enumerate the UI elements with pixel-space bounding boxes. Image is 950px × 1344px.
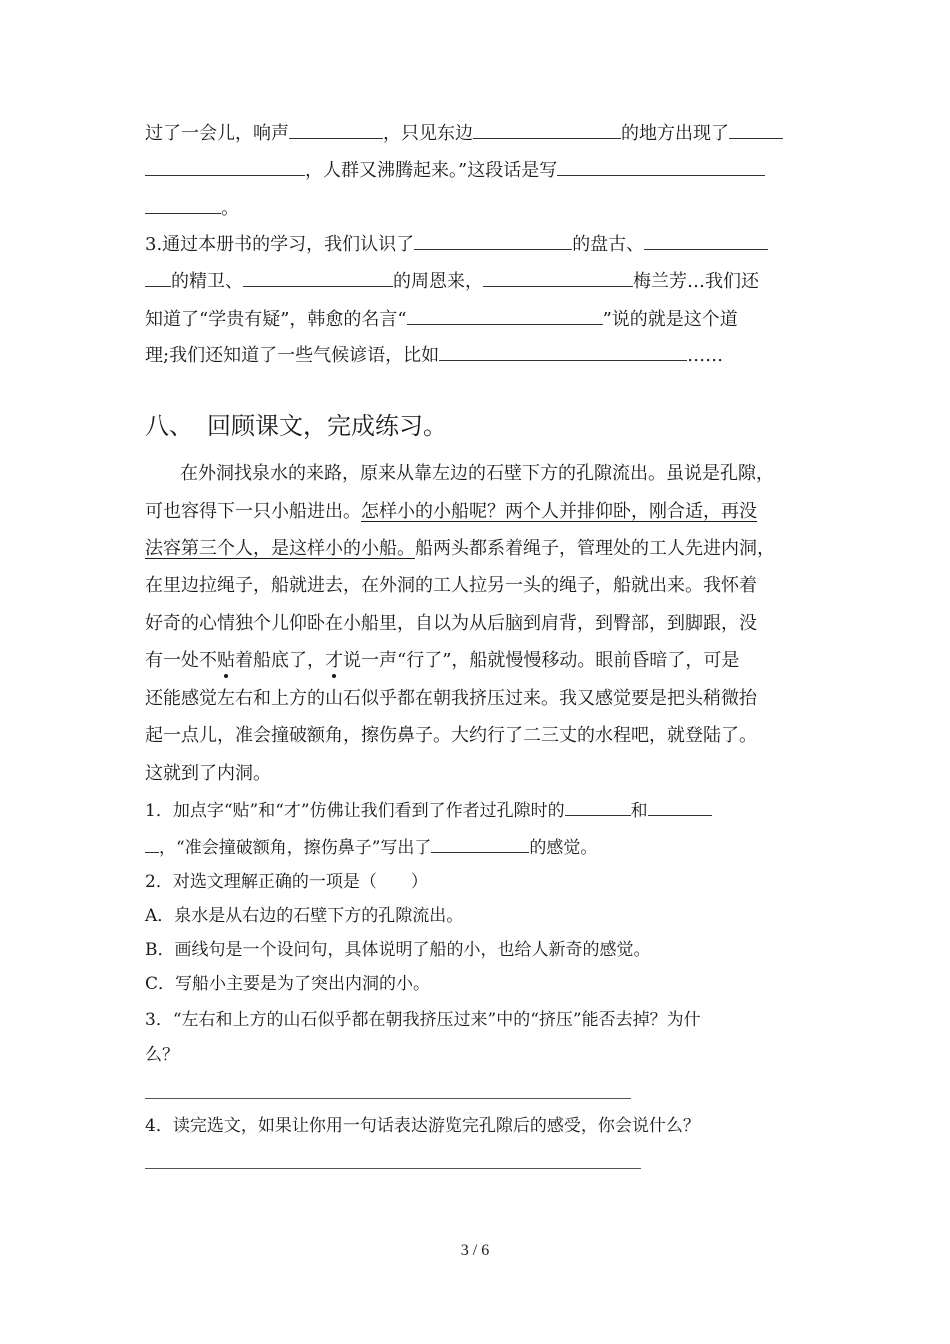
text: 。 bbox=[221, 198, 239, 219]
passage-line bbox=[145, 574, 810, 598]
passage-line bbox=[145, 537, 810, 561]
answer-line[interactable] bbox=[145, 1168, 641, 1169]
fill-blank[interactable] bbox=[145, 158, 305, 176]
text: ”说的就是这个道 bbox=[602, 309, 738, 330]
fill-blank[interactable] bbox=[243, 269, 393, 287]
fill-blank[interactable] bbox=[407, 307, 603, 325]
text: ，只见东边 bbox=[383, 123, 473, 144]
section-number: 八、 bbox=[145, 412, 193, 440]
answer-line[interactable] bbox=[145, 1098, 631, 1099]
fill-blank[interactable] bbox=[729, 121, 783, 139]
passage-line bbox=[145, 724, 810, 748]
text: 3．“左右和上方的山石似乎都在朝我挤压过来”中的“挤压”能否去掉？为什 bbox=[145, 1010, 701, 1030]
fill-blank[interactable] bbox=[557, 158, 765, 176]
text: 在里边拉绳子，船就进去，在外洞的工人拉另一头的绳子，船就出来。我怀着 bbox=[145, 575, 757, 596]
fill-blank[interactable] bbox=[145, 835, 159, 853]
text: 理;我们还知道了一些气候谚语，比如 bbox=[145, 345, 440, 366]
text: 过了一会儿，响声 bbox=[145, 123, 289, 144]
text-line bbox=[145, 158, 810, 183]
text: B．画线句是一个设问句，具体说明了船的小，也给人新奇的感觉。 bbox=[145, 940, 651, 960]
fill-blank[interactable] bbox=[483, 269, 633, 287]
text: 好奇的心情独个儿仰卧在小船里，自以为从后脑到肩背，到臀部，到脚跟，没 bbox=[145, 613, 757, 634]
text: 可也容得下一只小船进出。 bbox=[145, 501, 361, 522]
passage-line bbox=[145, 649, 810, 673]
question-line bbox=[145, 1043, 810, 1067]
option-c[interactable] bbox=[145, 972, 810, 996]
text-line bbox=[145, 269, 810, 294]
question-line bbox=[145, 1114, 810, 1138]
text-line bbox=[145, 343, 810, 368]
text: 的精卫、 bbox=[171, 271, 243, 292]
fill-blank[interactable] bbox=[565, 798, 631, 816]
fill-blank[interactable] bbox=[473, 121, 621, 139]
text: C．写船小主要是为了突出内洞的小。 bbox=[145, 974, 431, 994]
text: 有一处不 bbox=[145, 650, 217, 671]
fill-blank[interactable] bbox=[648, 798, 712, 816]
passage-line bbox=[145, 687, 810, 711]
dotted-character: 才 bbox=[325, 650, 343, 671]
text-line bbox=[145, 196, 810, 221]
question-line bbox=[145, 835, 810, 860]
page-number: 3 / 6 bbox=[460, 1242, 490, 1259]
text: 的地方出现了 bbox=[621, 123, 729, 144]
option-a[interactable] bbox=[145, 904, 810, 928]
fill-blank[interactable] bbox=[644, 232, 768, 250]
text: 起一点儿，准会撞破额角，擦伤鼻子。大约行了二三丈的水程吧，就登陆了。 bbox=[145, 725, 757, 746]
question-line bbox=[145, 798, 810, 823]
text: 船两头都系着绳子，管理处的工人先进内洞， bbox=[415, 538, 775, 559]
question-line bbox=[145, 1008, 810, 1032]
passage-line bbox=[145, 612, 810, 636]
dotted-character: 贴 bbox=[217, 650, 235, 671]
text: 着船底了， bbox=[235, 650, 325, 671]
fill-blank[interactable] bbox=[289, 121, 383, 139]
text: 4．读完选文，如果让你用一句话表达游览完孔隙后的感受，你会说什么？ bbox=[145, 1116, 700, 1136]
text: 1．加点字“贴”和“才”仿佛让我们看到了作者过孔隙时的 bbox=[145, 801, 565, 821]
text: 么？ bbox=[145, 1045, 179, 1065]
section-title: 回顾课文，完成练习。 bbox=[207, 412, 447, 440]
option-b[interactable] bbox=[145, 938, 810, 962]
fill-blank[interactable] bbox=[431, 835, 529, 853]
underlined-sentence: 法容第三个人，是这样小的小船。 bbox=[145, 538, 415, 559]
text: …… bbox=[687, 345, 724, 366]
text: 知道了“学贵有疑”，韩愈的名言“ bbox=[145, 309, 407, 330]
text: ，人群又沸腾起来。”这段话是写 bbox=[305, 160, 558, 181]
text: 的感觉。 bbox=[529, 838, 598, 858]
text-line bbox=[145, 307, 810, 332]
underlined-sentence: 怎样小的小船呢？两个人并排仰卧，刚合适，再没 bbox=[361, 501, 757, 522]
fill-blank[interactable] bbox=[145, 269, 171, 287]
fill-blank[interactable] bbox=[145, 196, 221, 214]
text: 梅兰芳…我们还 bbox=[633, 271, 759, 292]
text: 在外洞找泉水的来路，原来从靠左边的石壁下方的孔隙流出。虽说是孔隙， bbox=[180, 463, 774, 484]
text: 还能感觉左右和上方的山石似乎都在朝我挤压过来。我又感觉要是把头稍微抬 bbox=[145, 688, 757, 709]
passage-line bbox=[180, 462, 810, 486]
text: ，“准会撞破额角，擦伤鼻子”写出了 bbox=[159, 838, 432, 858]
text: 和 bbox=[630, 801, 648, 821]
text: 的盘古、 bbox=[572, 234, 645, 255]
section-heading bbox=[145, 410, 447, 442]
passage-line bbox=[145, 762, 810, 786]
fill-blank[interactable] bbox=[439, 343, 687, 361]
text: 2．对选文理解正确的一项是（ ） bbox=[145, 872, 428, 892]
text-line bbox=[145, 121, 810, 146]
text: A．泉水是从右边的石壁下方的孔隙流出。 bbox=[145, 906, 464, 926]
passage-line bbox=[145, 500, 810, 524]
text: 3.通过本册书的学习，我们认识了 bbox=[145, 234, 415, 255]
text: 的周恩来， bbox=[393, 271, 483, 292]
fill-blank[interactable] bbox=[414, 232, 572, 250]
text-line bbox=[145, 232, 810, 257]
text: 这就到了内洞。 bbox=[145, 763, 271, 784]
question-line bbox=[145, 870, 810, 894]
text: 说一声“行了”，船就慢慢移动。眼前昏暗了，可是 bbox=[343, 650, 740, 671]
